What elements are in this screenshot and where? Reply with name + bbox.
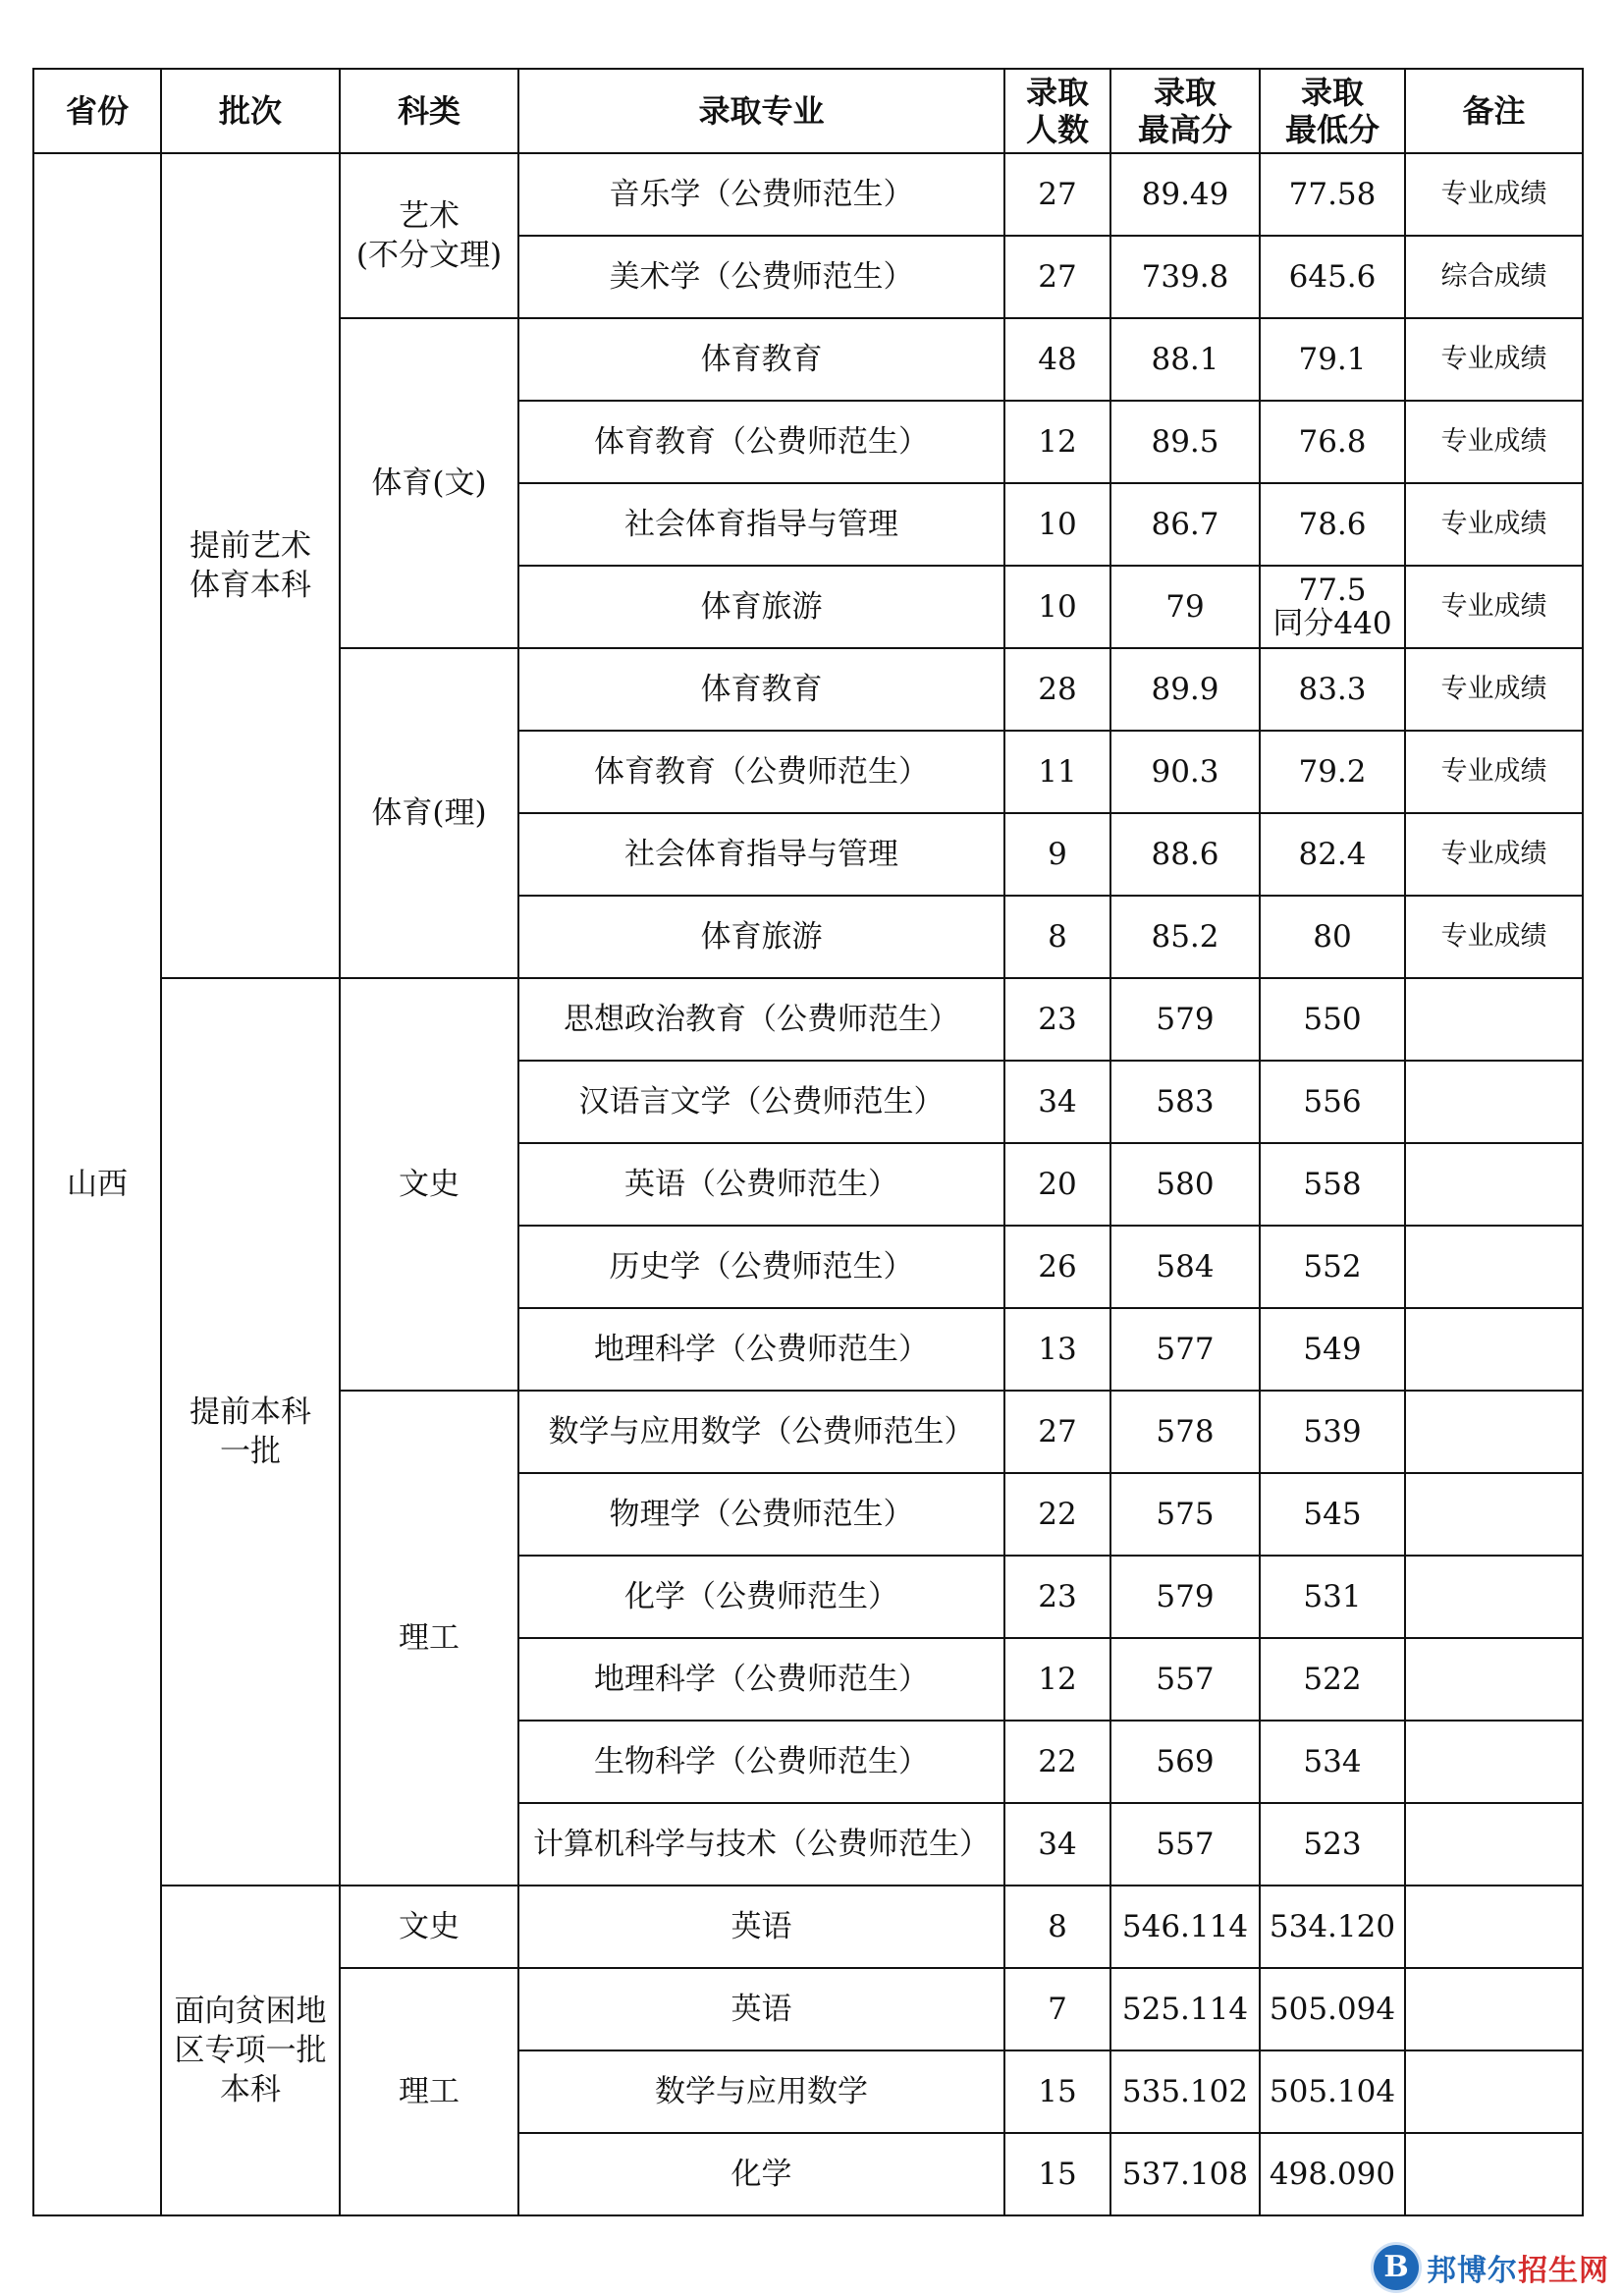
max-score-cell: 79 xyxy=(1110,566,1260,648)
major-cell: 体育教育 xyxy=(518,648,1004,731)
max-score-cell: 86.7 xyxy=(1110,483,1260,566)
min-score-cell: 531 xyxy=(1260,1556,1405,1638)
min-score-cell: 549 xyxy=(1260,1308,1405,1391)
header-category: 科类 xyxy=(340,69,518,153)
note-cell: 专业成绩 xyxy=(1405,648,1583,731)
major-cell: 体育教育 xyxy=(518,318,1004,401)
max-score-cell: 580 xyxy=(1110,1143,1260,1226)
count-cell: 28 xyxy=(1004,648,1110,731)
note-cell xyxy=(1405,1143,1583,1226)
min-score-cell: 82.4 xyxy=(1260,813,1405,896)
min-score-cell: 79.2 xyxy=(1260,731,1405,813)
category-cell: 文史 xyxy=(340,1886,518,1968)
site-logo-icon: B xyxy=(1374,2245,1419,2290)
count-cell: 27 xyxy=(1004,1391,1110,1473)
major-cell: 生物科学（公费师范生） xyxy=(518,1721,1004,1803)
max-score-cell: 85.2 xyxy=(1110,896,1260,978)
min-score-cell: 545 xyxy=(1260,1473,1405,1556)
major-cell: 体育教育（公费师范生） xyxy=(518,401,1004,483)
min-score-cell: 552 xyxy=(1260,1226,1405,1308)
count-cell: 11 xyxy=(1004,731,1110,813)
note-cell xyxy=(1405,1473,1583,1556)
note-cell xyxy=(1405,1556,1583,1638)
major-cell: 英语 xyxy=(518,1968,1004,2050)
note-cell: 专业成绩 xyxy=(1405,566,1583,648)
max-score-cell: 583 xyxy=(1110,1061,1260,1143)
major-cell: 汉语言文学（公费师范生） xyxy=(518,1061,1004,1143)
count-cell: 15 xyxy=(1004,2050,1110,2133)
header-count: 录取 人数 xyxy=(1004,69,1110,153)
category-cell: 体育(文) xyxy=(340,318,518,648)
count-cell: 10 xyxy=(1004,566,1110,648)
major-cell: 社会体育指导与管理 xyxy=(518,483,1004,566)
min-score-cell: 556 xyxy=(1260,1061,1405,1143)
max-score-cell: 579 xyxy=(1110,1556,1260,1638)
note-cell xyxy=(1405,1721,1583,1803)
header-major: 录取专业 xyxy=(518,69,1004,153)
min-score-cell: 550 xyxy=(1260,978,1405,1061)
count-cell: 23 xyxy=(1004,978,1110,1061)
max-score-cell: 89.5 xyxy=(1110,401,1260,483)
note-cell xyxy=(1405,1061,1583,1143)
max-score-cell: 557 xyxy=(1110,1638,1260,1721)
max-score-cell: 579 xyxy=(1110,978,1260,1061)
min-score-cell: 539 xyxy=(1260,1391,1405,1473)
note-cell: 专业成绩 xyxy=(1405,813,1583,896)
max-score-cell: 89.49 xyxy=(1110,153,1260,236)
min-score-cell: 80 xyxy=(1260,896,1405,978)
batch-cell: 提前艺术 体育本科 xyxy=(161,153,340,978)
max-score-cell: 569 xyxy=(1110,1721,1260,1803)
major-cell: 社会体育指导与管理 xyxy=(518,813,1004,896)
count-cell: 7 xyxy=(1004,1968,1110,2050)
count-cell: 20 xyxy=(1004,1143,1110,1226)
count-cell: 22 xyxy=(1004,1473,1110,1556)
admission-score-table xyxy=(32,68,1584,2216)
site-watermark xyxy=(1374,2245,1609,2290)
min-score-cell: 505.094 xyxy=(1260,1968,1405,2050)
note-cell: 综合成绩 xyxy=(1405,236,1583,318)
note-cell xyxy=(1405,1391,1583,1473)
major-cell: 英语 xyxy=(518,1886,1004,1968)
note-cell: 专业成绩 xyxy=(1405,896,1583,978)
note-cell: 专业成绩 xyxy=(1405,401,1583,483)
category-cell: 文史 xyxy=(340,978,518,1391)
note-cell xyxy=(1405,2050,1583,2133)
table-row xyxy=(33,1886,1583,1968)
min-score-cell: 77.58 xyxy=(1260,153,1405,236)
note-cell xyxy=(1405,1803,1583,1886)
major-cell: 体育旅游 xyxy=(518,896,1004,978)
count-cell: 22 xyxy=(1004,1721,1110,1803)
count-cell: 34 xyxy=(1004,1803,1110,1886)
min-score-cell: 558 xyxy=(1260,1143,1405,1226)
table-row xyxy=(33,978,1583,1061)
max-score-cell: 546.114 xyxy=(1110,1886,1260,1968)
major-cell: 音乐学（公费师范生） xyxy=(518,153,1004,236)
major-cell: 体育旅游 xyxy=(518,566,1004,648)
major-cell: 数学与应用数学 xyxy=(518,2050,1004,2133)
major-cell: 计算机科学与技术（公费师范生） xyxy=(518,1803,1004,1886)
major-cell: 美术学（公费师范生） xyxy=(518,236,1004,318)
note-cell: 专业成绩 xyxy=(1405,318,1583,401)
max-score-cell: 88.6 xyxy=(1110,813,1260,896)
category-cell: 理工 xyxy=(340,1968,518,2215)
count-cell: 27 xyxy=(1004,236,1110,318)
header-batch: 批次 xyxy=(161,69,340,153)
batch-cell: 提前本科 一批 xyxy=(161,978,340,1886)
province-cell: 山西 xyxy=(33,153,161,2215)
count-cell: 34 xyxy=(1004,1061,1110,1143)
count-cell: 23 xyxy=(1004,1556,1110,1638)
note-cell xyxy=(1405,978,1583,1061)
note-cell xyxy=(1405,1638,1583,1721)
batch-cell: 面向贫困地 区专项一批 本科 xyxy=(161,1886,340,2215)
max-score-cell: 89.9 xyxy=(1110,648,1260,731)
major-cell: 思想政治教育（公费师范生） xyxy=(518,978,1004,1061)
note-cell: 专业成绩 xyxy=(1405,731,1583,813)
note-cell xyxy=(1405,2133,1583,2215)
note-cell xyxy=(1405,1226,1583,1308)
max-score-cell: 537.108 xyxy=(1110,2133,1260,2215)
category-cell: 艺术 (不分文理) xyxy=(340,153,518,318)
min-score-cell: 83.3 xyxy=(1260,648,1405,731)
min-score-cell: 498.090 xyxy=(1260,2133,1405,2215)
max-score-cell: 535.102 xyxy=(1110,2050,1260,2133)
max-score-cell: 577 xyxy=(1110,1308,1260,1391)
max-score-cell: 525.114 xyxy=(1110,1968,1260,2050)
min-score-cell: 522 xyxy=(1260,1638,1405,1721)
major-cell: 地理科学（公费师范生） xyxy=(518,1638,1004,1721)
max-score-cell: 88.1 xyxy=(1110,318,1260,401)
major-cell: 地理科学（公费师范生） xyxy=(518,1308,1004,1391)
count-cell: 48 xyxy=(1004,318,1110,401)
min-score-cell: 523 xyxy=(1260,1803,1405,1886)
min-score-cell: 645.6 xyxy=(1260,236,1405,318)
min-score-cell: 79.1 xyxy=(1260,318,1405,401)
header-max-score: 录取 最高分 xyxy=(1110,69,1260,153)
count-cell: 26 xyxy=(1004,1226,1110,1308)
min-score-cell: 534.120 xyxy=(1260,1886,1405,1968)
min-score-cell: 534 xyxy=(1260,1721,1405,1803)
max-score-cell: 557 xyxy=(1110,1803,1260,1886)
major-cell: 物理学（公费师范生） xyxy=(518,1473,1004,1556)
min-score-cell: 77.5 同分440 xyxy=(1260,566,1405,648)
max-score-cell: 575 xyxy=(1110,1473,1260,1556)
max-score-cell: 584 xyxy=(1110,1226,1260,1308)
count-cell: 10 xyxy=(1004,483,1110,566)
table-row xyxy=(33,153,1583,236)
max-score-cell: 90.3 xyxy=(1110,731,1260,813)
note-cell xyxy=(1405,1308,1583,1391)
min-score-cell: 76.8 xyxy=(1260,401,1405,483)
count-cell: 13 xyxy=(1004,1308,1110,1391)
count-cell: 15 xyxy=(1004,2133,1110,2215)
count-cell: 8 xyxy=(1004,896,1110,978)
major-cell: 历史学（公费师范生） xyxy=(518,1226,1004,1308)
note-cell xyxy=(1405,1968,1583,2050)
header-row xyxy=(33,69,1583,153)
category-cell: 理工 xyxy=(340,1391,518,1886)
count-cell: 8 xyxy=(1004,1886,1110,1968)
max-score-cell: 739.8 xyxy=(1110,236,1260,318)
header-min-score: 录取 最低分 xyxy=(1260,69,1405,153)
count-cell: 12 xyxy=(1004,401,1110,483)
max-score-cell: 578 xyxy=(1110,1391,1260,1473)
note-cell: 专业成绩 xyxy=(1405,153,1583,236)
count-cell: 27 xyxy=(1004,153,1110,236)
category-cell: 体育(理) xyxy=(340,648,518,978)
header-note: 备注 xyxy=(1405,69,1583,153)
min-score-cell: 505.104 xyxy=(1260,2050,1405,2133)
major-cell: 体育教育（公费师范生） xyxy=(518,731,1004,813)
major-cell: 化学（公费师范生） xyxy=(518,1556,1004,1638)
header-province: 省份 xyxy=(33,69,161,153)
count-cell: 9 xyxy=(1004,813,1110,896)
major-cell: 数学与应用数学（公费师范生） xyxy=(518,1391,1004,1473)
min-score-cell: 78.6 xyxy=(1260,483,1405,566)
major-cell: 化学 xyxy=(518,2133,1004,2215)
count-cell: 12 xyxy=(1004,1638,1110,1721)
site-name: 邦博尔招生网 xyxy=(1427,2254,1609,2288)
note-cell xyxy=(1405,1886,1583,1968)
note-cell: 专业成绩 xyxy=(1405,483,1583,566)
major-cell: 英语（公费师范生） xyxy=(518,1143,1004,1226)
